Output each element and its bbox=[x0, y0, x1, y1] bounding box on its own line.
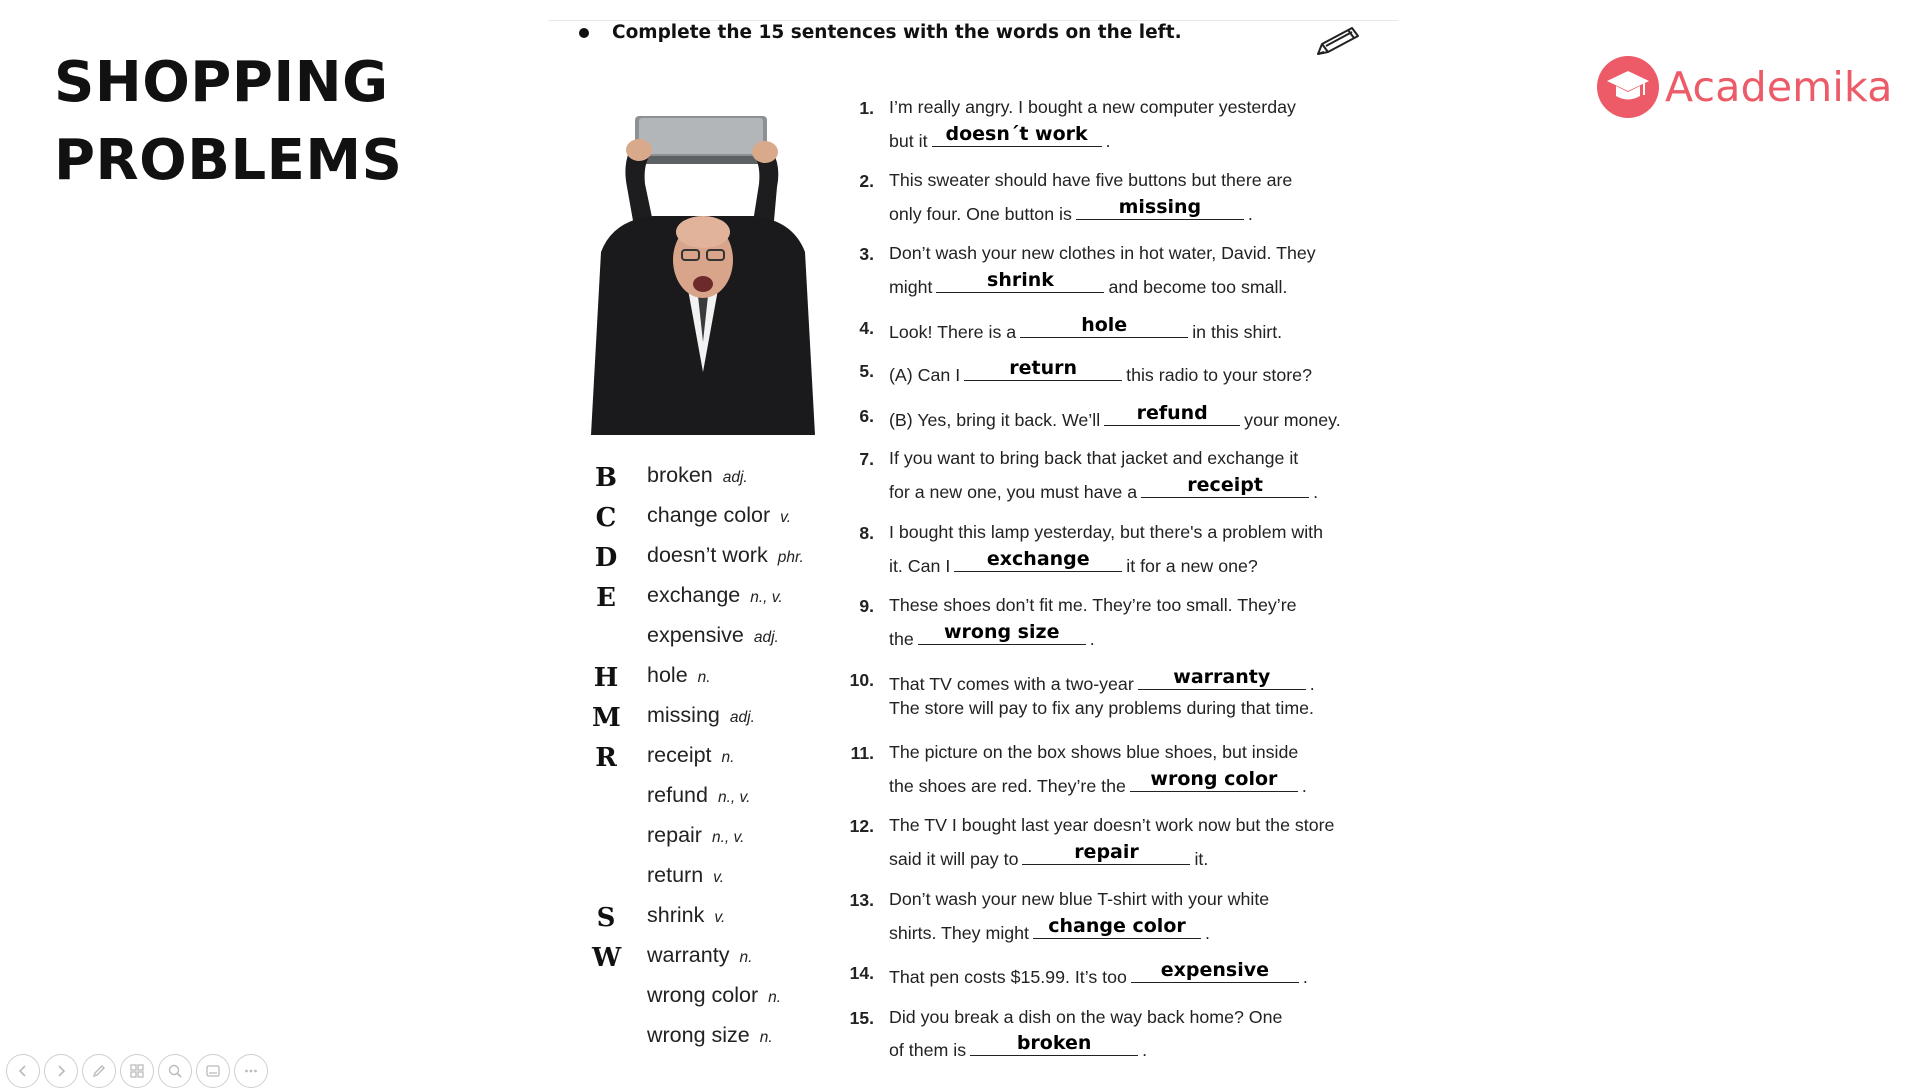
slides-icon bbox=[129, 1063, 145, 1079]
answer-text: wrong color bbox=[1150, 768, 1278, 790]
answer-text: repair bbox=[1074, 841, 1139, 863]
title-line-2: PROBLEMS bbox=[54, 128, 403, 193]
sentence-line: only four. One button is missing . bbox=[889, 196, 1253, 224]
answer-text: missing bbox=[1118, 196, 1202, 218]
word-bank-item: refund n., v. bbox=[647, 783, 751, 807]
answer-blank[interactable] bbox=[932, 123, 1102, 147]
sentence-line: the wrong size . bbox=[889, 621, 1095, 649]
word-bank-item: wrong size n. bbox=[647, 1023, 773, 1047]
answer-text: expensive bbox=[1160, 959, 1270, 981]
subtitles-icon bbox=[205, 1063, 221, 1079]
sentence-line: The TV I bought last year doesn’t work now but the store bbox=[889, 815, 1335, 835]
previous-icon bbox=[16, 1064, 30, 1078]
next-icon bbox=[54, 1064, 68, 1078]
word-bank-letter: W bbox=[592, 943, 622, 973]
slideshow-toolbar bbox=[6, 1054, 272, 1088]
answer-blank[interactable] bbox=[1131, 959, 1299, 983]
sentence-line: of them is broken . bbox=[889, 1032, 1148, 1060]
word-bank-letter: R bbox=[595, 743, 617, 773]
sentence-line: The picture on the box shows blue shoes, but inside bbox=[889, 742, 1299, 762]
instruction bbox=[579, 22, 1182, 43]
angry-man-with-laptop-photo bbox=[583, 112, 823, 435]
sentence-line: shirts. They might change color . bbox=[889, 915, 1210, 943]
sentence-number: 12. bbox=[849, 816, 874, 836]
academika-logo bbox=[1597, 56, 1893, 118]
sentence-number: 6. bbox=[859, 406, 874, 426]
answer-text: wrong size bbox=[943, 621, 1060, 643]
sentence-number: 1. bbox=[859, 98, 874, 118]
word-bank-item: exchange n., v. bbox=[647, 583, 783, 607]
sentence-line: (A) Can I return this radio to your store? bbox=[889, 357, 1312, 385]
answer-blank[interactable] bbox=[954, 548, 1122, 572]
sentence-line: but it doesn´t work . bbox=[889, 123, 1111, 151]
answer-blank[interactable] bbox=[964, 357, 1122, 381]
sentence-line: Don’t wash your new clothes in hot water, David. They bbox=[889, 243, 1316, 263]
answer-blank[interactable] bbox=[918, 621, 1086, 645]
word-bank-item: expensive adj. bbox=[647, 623, 779, 647]
sentence-line: The store will pay to fix any problems during that time. bbox=[889, 698, 1314, 718]
answer-text: return bbox=[1009, 357, 1078, 379]
sentence-line: That TV comes with a two-year warranty . bbox=[889, 666, 1315, 694]
word-bank-letter: D bbox=[594, 543, 618, 573]
answer-blank[interactable] bbox=[1022, 841, 1190, 865]
word-bank-item: repair n., v. bbox=[647, 823, 745, 847]
word-bank-letter: S bbox=[596, 903, 616, 933]
header-rule bbox=[548, 20, 1398, 21]
answer-blank[interactable] bbox=[1130, 768, 1298, 792]
answer-text: change color bbox=[1048, 915, 1186, 937]
answer-blank[interactable] bbox=[1076, 196, 1244, 220]
sentence-line: That pen costs $15.99. It’s too expensive . bbox=[889, 959, 1308, 987]
sentence-number: 4. bbox=[859, 318, 874, 338]
word-bank-letter: B bbox=[595, 463, 617, 493]
word-bank-item: change color v. bbox=[647, 503, 792, 527]
sentence-line: These shoes don’t fit me. They’re too small. They’re bbox=[889, 595, 1297, 615]
sentence-line: Don’t wash your new blue T-shirt with your white bbox=[889, 889, 1270, 909]
answer-text: doesn´t work bbox=[945, 123, 1088, 145]
answer-text: refund bbox=[1136, 402, 1208, 424]
subtitles-button[interactable] bbox=[196, 1054, 230, 1088]
sentence-number: 9. bbox=[859, 596, 874, 616]
pen-icon bbox=[91, 1063, 107, 1079]
logo-text: Academika bbox=[1665, 63, 1893, 111]
answer-blank[interactable] bbox=[1141, 474, 1309, 498]
sentence-number: 14. bbox=[849, 963, 874, 983]
answer-text: exchange bbox=[986, 548, 1090, 570]
word-bank-letter: H bbox=[593, 663, 619, 693]
answer-blank[interactable] bbox=[1033, 915, 1201, 939]
word-bank-item: warranty n. bbox=[647, 943, 753, 967]
word-bank-item: broken adj. bbox=[647, 463, 748, 487]
word-bank-item: return v. bbox=[647, 863, 725, 887]
bullet-icon bbox=[579, 28, 589, 38]
sentence-line: said it will pay to repair it. bbox=[889, 841, 1209, 869]
answer-blank[interactable] bbox=[1138, 666, 1306, 690]
sentence-line: I bought this lamp yesterday, but there's a problem with bbox=[889, 522, 1323, 542]
word-bank-item: hole n. bbox=[647, 663, 711, 687]
answer-blank[interactable] bbox=[1104, 402, 1240, 426]
sentence-number: 13. bbox=[849, 890, 874, 910]
title-line-1: SHOPPING bbox=[54, 50, 389, 115]
word-bank-item: wrong color n. bbox=[647, 983, 782, 1007]
sentence-number: 11. bbox=[850, 743, 874, 763]
zoom-button[interactable] bbox=[158, 1054, 192, 1088]
sentence-number: 2. bbox=[859, 171, 874, 191]
sentence-number: 3. bbox=[859, 244, 874, 264]
slide-title bbox=[54, 44, 402, 200]
sentence-line: Look! There is a hole in this shirt. bbox=[889, 314, 1283, 342]
see-all-slides-button[interactable] bbox=[120, 1054, 154, 1088]
sentence-number: 10. bbox=[849, 670, 874, 690]
previous-button[interactable] bbox=[6, 1054, 40, 1088]
answer-text: hole bbox=[1081, 314, 1128, 336]
graduation-cap-icon bbox=[1597, 56, 1659, 118]
more-options-button[interactable] bbox=[234, 1054, 268, 1088]
word-bank-letter: M bbox=[592, 703, 621, 733]
pencil-icon bbox=[1312, 22, 1364, 58]
next-button[interactable] bbox=[44, 1054, 78, 1088]
sentence-line: might shrink and become too small. bbox=[889, 269, 1288, 297]
sentence-number: 8. bbox=[859, 523, 874, 543]
sentence-line: for a new one, you must have a receipt . bbox=[889, 474, 1319, 502]
sentence-line: the shoes are red. They’re the wrong color . bbox=[889, 768, 1307, 796]
sentence-line: Did you break a dish on the way back home? One bbox=[889, 1007, 1283, 1027]
sentence-number: 7. bbox=[859, 449, 874, 469]
sentence-line: I’m really angry. I bought a new computer yesterday bbox=[889, 97, 1296, 117]
instruction-text: Complete the 15 sentences with the words on the left. bbox=[612, 22, 1182, 43]
sentence-number: 5. bbox=[859, 361, 874, 381]
answer-blank[interactable] bbox=[1020, 314, 1188, 338]
more-icon bbox=[243, 1063, 259, 1079]
sentence-number: 15. bbox=[849, 1008, 874, 1028]
zoom-icon bbox=[167, 1063, 183, 1079]
answer-blank[interactable] bbox=[936, 269, 1104, 293]
word-bank-letter: E bbox=[596, 583, 616, 613]
answer-text: broken bbox=[1016, 1032, 1092, 1054]
sentence-line: it. Can I exchange it for a new one? bbox=[889, 548, 1258, 576]
word-bank-item: doesn’t work phr. bbox=[647, 543, 804, 567]
sentence-line: If you want to bring back that jacket and exchange it bbox=[889, 448, 1299, 468]
answer-text: receipt bbox=[1187, 474, 1263, 496]
answer-text: warranty bbox=[1173, 666, 1271, 688]
pen-button[interactable] bbox=[82, 1054, 116, 1088]
word-bank-letter: C bbox=[595, 503, 617, 533]
word-bank-item: receipt n. bbox=[647, 743, 735, 767]
word-bank-item: shrink v. bbox=[647, 903, 726, 927]
sentence-line: This sweater should have five buttons but there are bbox=[889, 170, 1293, 190]
sentence-line: (B) Yes, bring it back. We’ll refund your money. bbox=[889, 402, 1341, 430]
word-bank-item: missing adj. bbox=[647, 703, 755, 727]
answer-text: shrink bbox=[987, 269, 1054, 291]
